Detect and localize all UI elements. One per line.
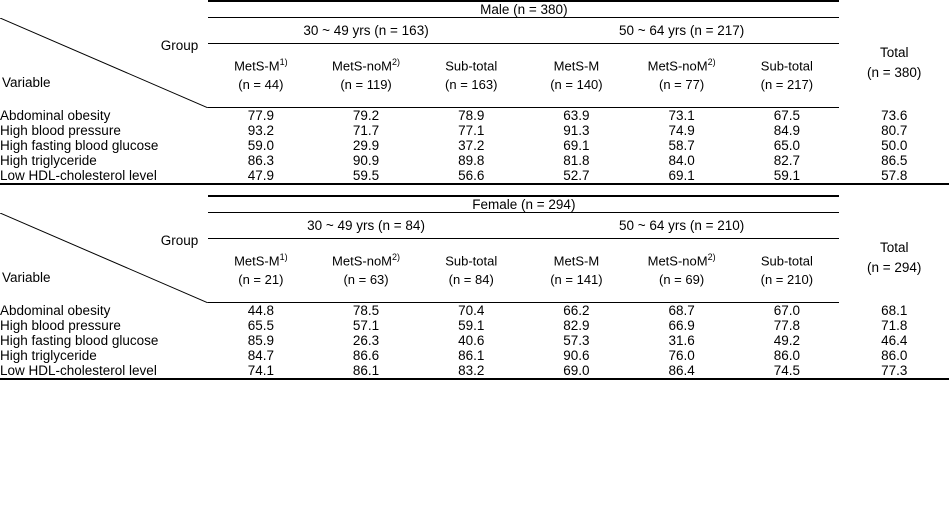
male-statistics-table xyxy=(0,0,949,185)
cell-value: 86.0 xyxy=(881,348,908,363)
table-row xyxy=(0,168,949,184)
row-label: High fasting blood glucose xyxy=(0,333,159,348)
spacer xyxy=(839,196,949,213)
cell-value: 65.0 xyxy=(773,138,800,153)
cell-value: 76.0 xyxy=(668,348,695,363)
block-separator xyxy=(0,185,949,195)
subheader-n: (n = 210) xyxy=(760,272,814,288)
subheader-name: MetS-noM xyxy=(332,253,393,269)
group-label: Group xyxy=(160,37,199,53)
subheader-mets-nom-3049 xyxy=(313,43,418,107)
subheader-subtotal-3049 xyxy=(419,43,524,107)
variable-label: Variable xyxy=(2,74,51,90)
cell-value: 84.7 xyxy=(247,348,274,363)
total-header-line2: (n = 294) xyxy=(867,259,922,275)
cell-value: 77.3 xyxy=(839,363,949,379)
cell-value: 31.6 xyxy=(668,333,695,348)
subheader-name: Sub-total xyxy=(445,58,498,74)
table-row xyxy=(0,153,949,168)
cell-value: 59.1 xyxy=(734,168,839,184)
subheader-n: (n = 77) xyxy=(659,77,705,93)
cell-value: 58.7 xyxy=(668,138,695,153)
row-label: Low HDL-cholesterol level xyxy=(0,168,208,184)
cell-value: 37.2 xyxy=(458,138,485,153)
cell-value: 82.9 xyxy=(563,318,590,333)
total-header-line1: Total xyxy=(879,44,909,60)
cell-value: 71.7 xyxy=(352,123,380,138)
row-label: Low HDL-cholesterol level xyxy=(0,363,208,379)
cell-value: 63.9 xyxy=(563,108,590,123)
total-header xyxy=(839,18,949,108)
cell-value: 40.6 xyxy=(458,333,485,348)
diagonal-split-box xyxy=(0,213,208,303)
subheader-name: Sub-total xyxy=(760,253,813,269)
age-group-30-49: 30 ~ 49 yrs (n = 84) xyxy=(208,213,524,239)
cell-value: 73.6 xyxy=(881,107,908,123)
row-label: Abdominal obesity xyxy=(0,302,111,318)
cell-value: 86.1 xyxy=(458,348,485,363)
cell-value: 57.3 xyxy=(563,333,590,348)
row-label: High triglyceride xyxy=(0,348,97,363)
cell-value: 59.0 xyxy=(247,138,274,153)
cell-value: 67.5 xyxy=(773,108,800,123)
subheader-mets-m-3049 xyxy=(208,43,313,107)
cell-value: 78.5 xyxy=(352,303,380,318)
cell-value: 85.9 xyxy=(247,333,274,348)
cell-value: 71.8 xyxy=(881,318,908,333)
cell-value: 50.0 xyxy=(881,138,908,153)
table-row xyxy=(0,123,949,138)
cell-value: 65.5 xyxy=(247,318,274,333)
cell-value: 91.3 xyxy=(563,123,590,138)
cell-value: 81.8 xyxy=(563,153,590,168)
table-row xyxy=(0,363,949,379)
subheader-name: MetS-noM xyxy=(647,58,708,74)
footnote-marker: 2) xyxy=(392,251,401,262)
cell-value: 79.2 xyxy=(352,108,380,123)
subheader-n: (n = 217) xyxy=(760,77,814,93)
footnote-marker: 2) xyxy=(707,251,716,262)
subheader-n: (n = 141) xyxy=(550,272,603,288)
footnote-marker: 1) xyxy=(279,56,288,67)
cell-value: 49.2 xyxy=(773,333,800,348)
diagonal-split-box xyxy=(0,18,208,108)
subheader-subtotal-5064 xyxy=(734,43,839,107)
cell-value: 90.9 xyxy=(352,153,380,168)
cell-value: 77.9 xyxy=(247,108,274,123)
table-row xyxy=(0,303,949,319)
footnote-marker: 1) xyxy=(279,251,288,262)
age-group-50-64: 50 ~ 64 yrs (n = 217) xyxy=(524,18,840,44)
cell-value: 84.9 xyxy=(773,123,800,138)
subheader-n: (n = 44) xyxy=(238,77,284,93)
row-label: Abdominal obesity xyxy=(0,107,111,123)
footnote-marker: 2) xyxy=(392,56,401,67)
cell-value: 82.7 xyxy=(773,153,800,168)
cell-value: 59.1 xyxy=(458,318,485,333)
cell-value: 74.5 xyxy=(734,363,839,379)
sex-header: Male (n = 380) xyxy=(208,1,839,18)
spacer xyxy=(0,1,208,18)
table-row xyxy=(0,108,949,124)
spacer xyxy=(839,1,949,18)
age-group-30-49: 30 ~ 49 yrs (n = 163) xyxy=(208,18,524,44)
total-header-line2: (n = 380) xyxy=(867,64,922,80)
cell-value: 86.6 xyxy=(352,348,380,363)
subheader-name: Sub-total xyxy=(760,58,813,74)
cell-value: 56.6 xyxy=(419,168,524,184)
subheader-mets-nom-3049 xyxy=(313,238,418,302)
cell-value: 86.0 xyxy=(773,348,800,363)
cell-value: 93.2 xyxy=(247,123,274,138)
subheader-name: MetS-M xyxy=(234,253,280,269)
cell-value: 66.9 xyxy=(668,318,695,333)
subheader-mets-m-3049 xyxy=(208,238,313,302)
table-row xyxy=(0,138,949,153)
subheader-n: (n = 140) xyxy=(550,77,603,93)
cell-value: 86.5 xyxy=(881,153,908,168)
cell-value: 69.0 xyxy=(524,363,629,379)
subheader-subtotal-3049 xyxy=(419,238,524,302)
subheader-n: (n = 21) xyxy=(238,272,284,288)
cell-value: 86.1 xyxy=(313,363,418,379)
total-header xyxy=(839,213,949,303)
cell-value: 57.8 xyxy=(839,168,949,184)
subheader-mets-m-5064 xyxy=(524,43,629,107)
cell-value: 47.9 xyxy=(208,168,313,184)
subheader-mets-nom-5064 xyxy=(629,238,734,302)
subheader-mets-m-5064 xyxy=(524,238,629,302)
cell-value: 66.2 xyxy=(563,303,590,318)
row-label: High blood pressure xyxy=(0,123,121,138)
table-row xyxy=(0,318,949,333)
subheader-n: (n = 69) xyxy=(659,272,705,288)
spacer xyxy=(0,196,208,213)
cell-value: 84.0 xyxy=(668,153,695,168)
age-group-row xyxy=(0,18,949,44)
subheader-n: (n = 119) xyxy=(340,77,392,93)
subheader-name: Sub-total xyxy=(445,253,498,269)
subheader-n: (n = 84) xyxy=(448,272,494,288)
cell-value: 74.9 xyxy=(668,123,695,138)
cell-value: 74.1 xyxy=(208,363,313,379)
diagonal-line-icon xyxy=(0,213,208,303)
table-row xyxy=(0,333,949,348)
cell-value: 26.3 xyxy=(352,333,380,348)
subheader-name: MetS-noM xyxy=(332,58,393,74)
total-header-line1: Total xyxy=(879,239,909,255)
cell-value: 73.1 xyxy=(668,108,695,123)
cell-value: 90.6 xyxy=(563,348,590,363)
cell-value: 57.1 xyxy=(352,318,380,333)
cell-value: 69.1 xyxy=(563,138,590,153)
footnote-marker: 2) xyxy=(707,56,716,67)
cell-value: 69.1 xyxy=(629,168,734,184)
cell-value: 44.8 xyxy=(247,303,274,318)
cell-value: 86.3 xyxy=(247,153,274,168)
sex-header-row xyxy=(0,196,949,213)
cell-value: 52.7 xyxy=(524,168,629,184)
row-label: High triglyceride xyxy=(0,153,97,168)
cell-value: 77.1 xyxy=(458,123,485,138)
row-label: High fasting blood glucose xyxy=(0,138,159,153)
sex-header: Female (n = 294) xyxy=(208,196,839,213)
group-label: Group xyxy=(160,232,199,248)
cell-value: 83.2 xyxy=(419,363,524,379)
variable-label: Variable xyxy=(2,269,51,285)
cell-value: 80.7 xyxy=(881,123,908,138)
cell-value: 77.8 xyxy=(773,318,800,333)
subheader-name: MetS-M xyxy=(553,253,600,269)
cell-value: 68.1 xyxy=(881,302,908,318)
subheader-subtotal-5064 xyxy=(734,238,839,302)
cell-value: 78.9 xyxy=(458,108,485,123)
age-group-50-64: 50 ~ 64 yrs (n = 210) xyxy=(524,213,840,239)
cell-value: 89.8 xyxy=(458,153,485,168)
table-row xyxy=(0,348,949,363)
subheader-mets-nom-5064 xyxy=(629,43,734,107)
subheader-name: MetS-noM xyxy=(647,253,708,269)
cell-value: 29.9 xyxy=(352,138,380,153)
age-group-row xyxy=(0,213,949,239)
cell-value: 68.7 xyxy=(668,303,695,318)
cell-value: 46.4 xyxy=(881,333,908,348)
sex-header-row xyxy=(0,1,949,18)
diagonal-line-icon xyxy=(0,18,208,108)
female-statistics-table xyxy=(0,195,949,380)
variable-group-diagonal-cell xyxy=(0,18,208,108)
cell-value: 59.5 xyxy=(313,168,418,184)
cell-value: 86.4 xyxy=(629,363,734,379)
subheader-n: (n = 163) xyxy=(445,77,498,93)
row-label: High blood pressure xyxy=(0,318,121,333)
subheader-name: MetS-M xyxy=(553,58,600,74)
variable-group-diagonal-cell xyxy=(0,213,208,303)
cell-value: 67.0 xyxy=(773,303,800,318)
subheader-name: MetS-M xyxy=(234,58,280,74)
cell-value: 70.4 xyxy=(458,303,485,318)
subheader-n: (n = 63) xyxy=(343,272,389,288)
